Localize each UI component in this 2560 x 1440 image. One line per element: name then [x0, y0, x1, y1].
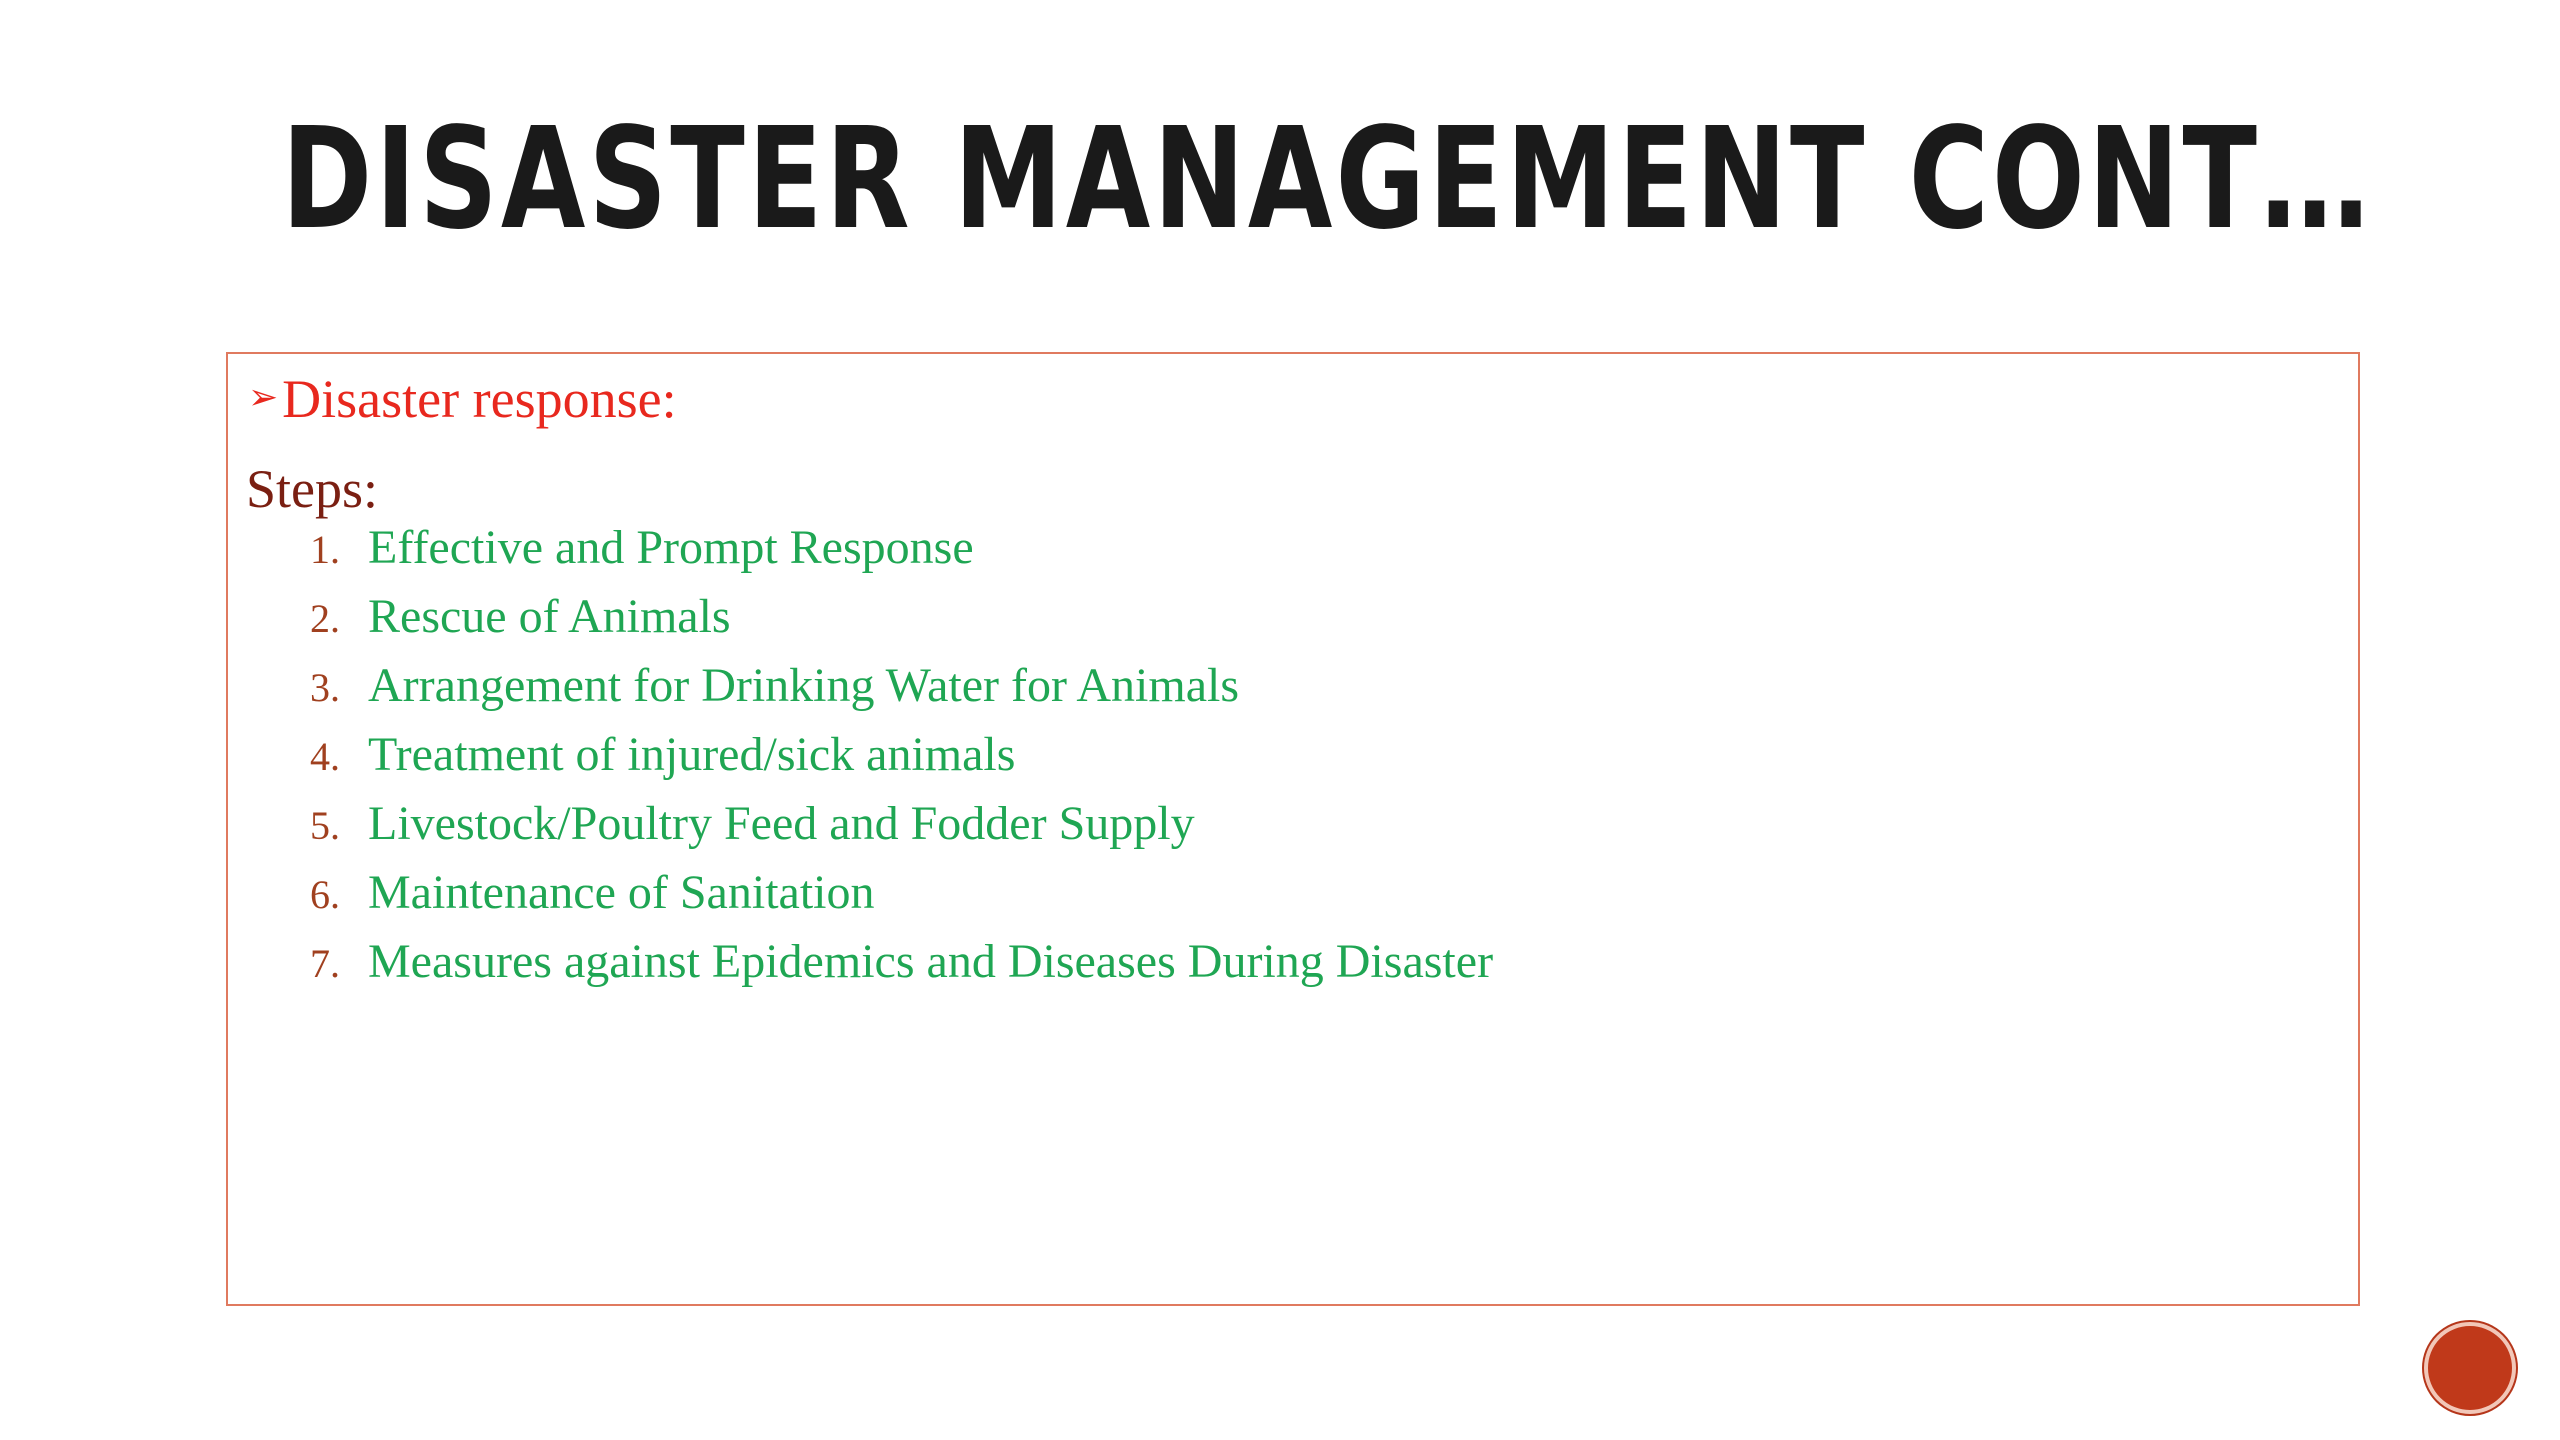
step-text: Treatment of injured/sick animals [368, 728, 1016, 781]
step-number: 5. [310, 803, 340, 848]
step-item [228, 865, 1493, 934]
step-text: Measures against Epidemics and Diseases During Disaster [368, 935, 1494, 988]
arrow-bullet-icon: ➢ [248, 377, 279, 417]
step-item [228, 589, 1493, 658]
slide-title: DISASTER MANAGEMENT CONT… [281, 98, 2373, 261]
step-item [228, 658, 1493, 727]
slide-nav-button[interactable] [2424, 1322, 2516, 1414]
step-number: 3. [310, 665, 340, 710]
step-text: Arrangement for Drinking Water for Animals [368, 659, 1240, 712]
step-text: Effective and Prompt Response [368, 521, 974, 574]
steps-label: Steps: [246, 459, 379, 519]
steps-list [228, 520, 1493, 1003]
step-number: 6. [310, 872, 340, 917]
step-number: 1. [310, 527, 340, 572]
step-text: Maintenance of Sanitation [368, 866, 875, 919]
step-item [228, 727, 1493, 796]
step-number: 2. [310, 596, 340, 641]
step-number: 4. [310, 734, 340, 779]
step-item [228, 520, 1493, 589]
content-box[interactable] [226, 352, 2360, 1306]
step-item [228, 796, 1493, 865]
step-number: 7. [310, 941, 340, 986]
section-heading [248, 364, 677, 434]
section-heading-text: Disaster response: [282, 369, 677, 429]
step-text: Livestock/Poultry Feed and Fodder Supply [368, 797, 1195, 850]
step-text: Rescue of Animals [368, 590, 731, 643]
step-item [228, 934, 1493, 1003]
